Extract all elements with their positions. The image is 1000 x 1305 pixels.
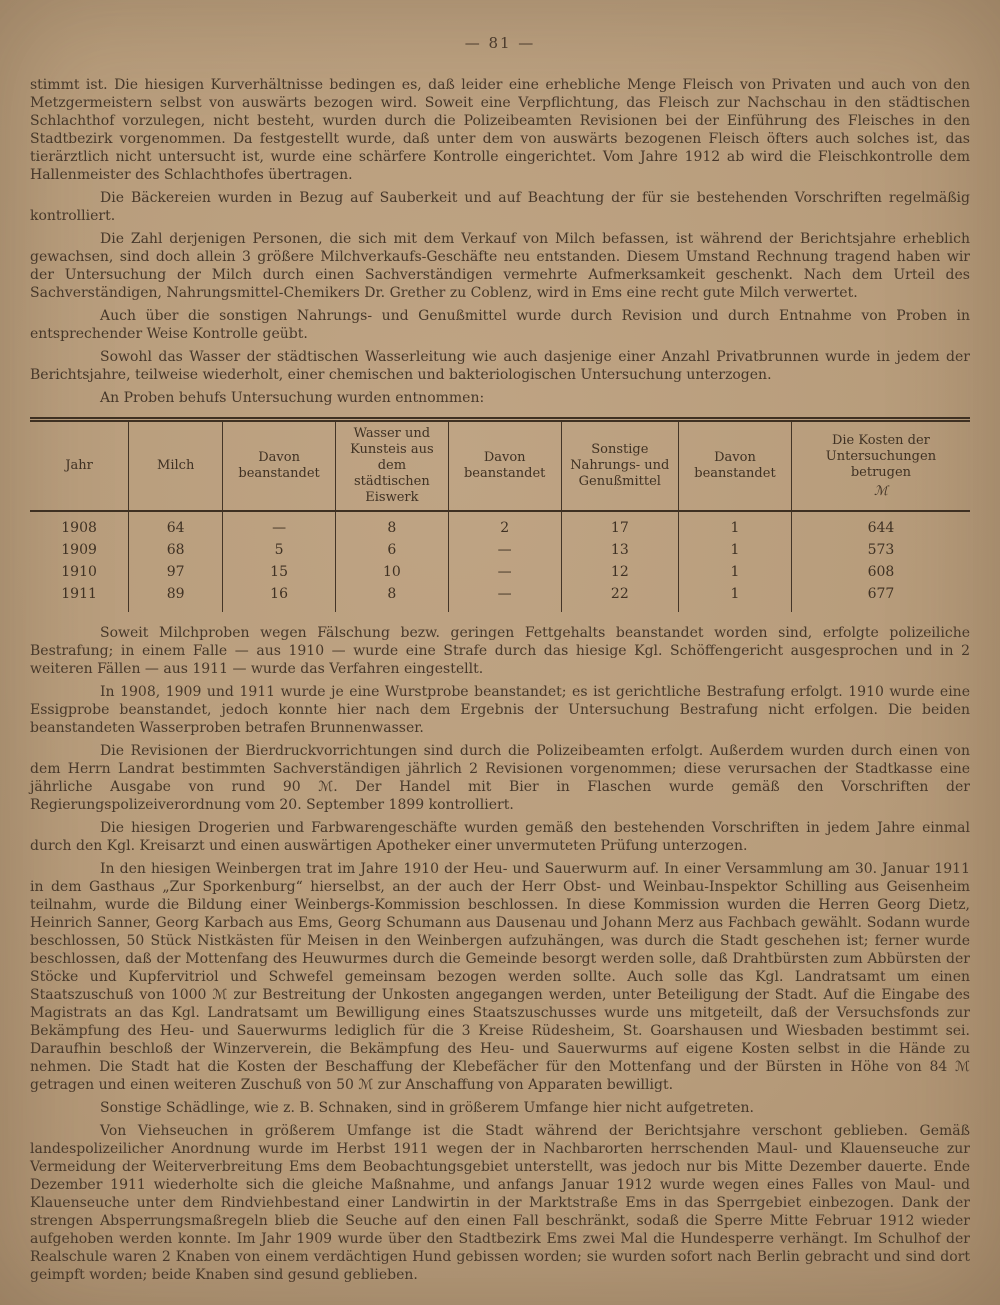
table-cell: 22 — [561, 583, 679, 612]
table-cell: 89 — [129, 583, 223, 612]
table-cell: 68 — [129, 539, 223, 561]
mark-currency-symbol: ℳ — [873, 483, 888, 499]
body-paragraph: Die Bäckereien wurden in Bezug auf Sauberkeit und auf Beachtung der für sie bestehenden Vorschriften regelmäßig kontrolliert. — [30, 190, 970, 224]
table-cell: 1911 — [61, 586, 97, 602]
table-cell: 13 — [561, 539, 679, 561]
column-header-kosten-label: Die Kosten der Untersuchungen betrugen — [825, 432, 937, 480]
table-cell: 12 — [561, 561, 679, 583]
column-header-davon-beanstandet-1: Davon beanstandet — [223, 420, 336, 512]
table-cell: 1910 — [61, 564, 97, 580]
body-paragraph: Sonstige Schädlinge, wie z. B. Schnaken, sind in größerem Umfange hier nicht aufgetreten. — [100, 1100, 754, 1116]
column-header-sonstige-nahrungsmittel: Sonstige Nahrungs- und Genußmittel — [561, 420, 679, 512]
table-cell: 5 — [223, 539, 336, 561]
table-cell: 1 — [679, 561, 792, 583]
table-cell: 15 — [223, 561, 336, 583]
table-cell: 10 — [335, 561, 448, 583]
table-cell: 573 — [791, 539, 970, 561]
table-cell: 64 — [129, 511, 223, 539]
table-cell: 6 — [335, 539, 448, 561]
table-cell: 8 — [335, 583, 448, 612]
column-header-kosten — [791, 420, 970, 512]
body-paragraph: In den hiesigen Weinbergen trat im Jahre 1910 der Heu- und Sauerwurm auf. In einer Versammlung am 30. Januar 1911 in dem Gasthaus „Zur Sporkenburg“ hierselbst, an der auch der Herr Obst- und Weinbau-Inspektor Schilling aus Geisenheim teilnahm, wurde die Bildung einer Weinbergs-Kommission beschlossen. In diese Kommission wurden die Herren Georg Dietz, Heinrich Sanner, Georg Karbach aus Ems, Georg Schumann aus Dausenau und Johann Merz aus Fachbach gewählt. Sodann wurde beschlossen, 50 Stück Nistkästen für Meisen in den Weinbergen aufzuhängen, was durch die Stadt geschehen ist; ferner wurde beschlossen, daß der Mottenfang des Heuwurmes durch die Gemeinde besorgt werden solle, daß Drahtbürsten zum Abbürsten der Stöcke und Kupfervitriol und Schwefel gemeinsam bezogen werden sollte. Auch solle das Kgl. Landratsamt um einen Staatszuschuß von 1000 ℳ zur Bestreitung der Unkosten angegangen werden, unter Beteiligung der Stadt. Auf die Eingabe des Magistrats an das Kgl. Landratsamt um Bewilligung eines Staatszuschusses wurde uns mitgeteilt, daß der Versuchsfonds zur Bekämpfung des Heu- und Sauerwurms lediglich für die 3 Kreise Rüdesheim, St. Goarshausen und Wiesbaden bestimmt sei. Daraufhin beschloß der Winzerverein, die Bekämpfung des Heu- und Sauerwurms auf eigene Kosten selbst in die Hände zu nehmen. Die Stadt hat die Kosten der Beschaffung der Klebefächer für den Mottenfang und der Bürsten in Höhe von 84 ℳ getragen und einen weiteren Zuschuß von 50 ℳ zur Anschaffung von Apparaten bewilligt. — [30, 861, 970, 1093]
table-cell: — — [448, 583, 561, 612]
table-cell: 2 — [448, 511, 561, 539]
body-paragraph: stimmt ist. Die hiesigen Kurverhältnisse bedingen es, daß leider eine erhebliche Menge Fleisch von Privaten und auch von den Metzgermeistern selbst von auswärts bezogen wird. Soweit eine Verpflichtung, das Fleisch zur Nachschau in den städtischen Schlachthof vorzulegen, nicht besteht, wurden durch die Polizeibeamten Revisionen bei der Einführung des Fleisches in den Stadtbezirk vorgenommen. Da festgestellt wurde, daß unter dem von auswärts bezogenen Fleisch öfters auch solches ist, das tierärztlich nicht untersucht ist, wurde eine schärfere Kontrolle eingerichtet. Vom Jahre 1912 ab wird die Fleischkontrolle dem Hallenmeister des Schlachthofes übertragen. — [30, 77, 970, 183]
table-cell: 16 — [223, 583, 336, 612]
table-row — [30, 539, 970, 561]
page-content — [30, 76, 970, 1284]
table-cell: 1 — [679, 539, 792, 561]
body-paragraph: Die hiesigen Drogerien und Farbwarengeschäfte wurden gemäß den bestehenden Vorschriften in jedem Jahre einmal durch den Kgl. Kreisarzt und einen auswärtigen Apotheker einer unvermuteten Prüfung unterzogen. — [30, 820, 970, 854]
table-cell: — — [223, 511, 336, 539]
table-cell: 8 — [335, 511, 448, 539]
body-paragraph: Die Revisionen der Bierdruckvorrichtungen sind durch die Polizeibeamten erfolgt. Außerdem wurden durch einen von dem Herrn Landrat bestimmten Sachverständigen jährlich 2 Revisionen vorgenommen; diese verursachen der Stadtkasse eine jährliche Ausgabe von rund 90 ℳ. Der Handel mit Bier in Flaschen wurde gemäß den Vorschriften der Regierungspolizeiverordnung vom 20. September 1899 kontrolliert. — [30, 743, 970, 813]
samples-table — [30, 417, 970, 612]
column-header-jahr: Jahr — [30, 420, 129, 512]
body-paragraph: Auch über die sonstigen Nahrungs- und Genußmittel wurde durch Revision und durch Entnahme von Proben in entsprechender Weise Kontrolle geübt. — [30, 308, 970, 342]
table-cell: 1909 — [61, 542, 97, 558]
table-header-row — [30, 420, 970, 512]
table-cell: 608 — [791, 561, 970, 583]
table-row — [30, 583, 970, 612]
table-cell: 1 — [679, 583, 792, 612]
table-row — [30, 511, 970, 539]
table-cell: — — [448, 539, 561, 561]
table-intro-line: An Proben behufs Untersuchung wurden entnommen: — [100, 390, 485, 406]
table-cell: 677 — [791, 583, 970, 612]
body-paragraph: Die Zahl derjenigen Personen, die sich mit dem Verkauf von Milch befassen, ist während der Berichtsjahre erheblich gewachsen, sind doch allein 3 größere Milchverkaufs-Geschäfte neu entstanden. Diesem Umstand Rechnung tragend haben wir der Untersuchung der Milch durch einen Sachverständigen vermehrte Aufmerksamkeit geschenkt. Nach dem Urteil des Sachverständigen, Nahrungsmittel-Chemikers Dr. Grether zu Coblenz, wird in Ems eine recht gute Milch verwertet. — [30, 231, 970, 301]
table-cell: — — [448, 561, 561, 583]
column-header-milch: Milch — [129, 420, 223, 512]
column-header-davon-beanstandet-3: Davon beanstandet — [679, 420, 792, 512]
column-header-davon-beanstandet-2: Davon beanstandet — [448, 420, 561, 512]
body-paragraph: In 1908, 1909 und 1911 wurde je eine Wurstprobe beanstandet; es ist gerichtliche Bestrafung erfolgt. 1910 wurde eine Essigprobe beanstandet, jedoch konnte hier nach dem Ergebnis der Untersuchung Bestrafung nicht erfolgen. Die beiden beanstandeten Wasserproben betrafen Brunnenwasser. — [30, 684, 970, 736]
table-cell: 644 — [791, 511, 970, 539]
body-paragraph: Sowohl das Wasser der städtischen Wasserleitung wie auch dasjenige einer Anzahl Privatbrunnen wurde in jedem der Berichtsjahre, teilweise wiederholt, einer chemischen und bakteriologischen Untersuchung unterzogen. — [30, 349, 970, 383]
column-header-wasser-kunsteis: Wasser und Kunsteis aus dem städtischen Eiswerk — [335, 420, 448, 512]
body-paragraph: Soweit Milchproben wegen Fälschung bezw. geringen Fettgehalts beanstandet worden sind, erfolgte polizeiliche Bestrafung; in einem Falle — aus 1910 — wurde eine Strafe durch das hiesige Kgl. Schöffengericht ausgesprochen und in 2 weiteren Fällen — aus 1911 — wurde das Verfahren eingestellt. — [30, 625, 970, 677]
table-cell: 17 — [561, 511, 679, 539]
table-cell: 1908 — [61, 520, 97, 536]
table-cell: 97 — [129, 561, 223, 583]
table-row — [30, 561, 970, 583]
table-cell: 1 — [679, 511, 792, 539]
body-paragraph: Von Viehseuchen in größerem Umfange ist die Stadt während der Berichtsjahre verschont geblieben. Gemäß landespolizeilicher Anordnung wurde im Herbst 1911 wegen der in Nachbarorten herrschenden Maul- und Klauenseuche zur Vermeidung der Weiterverbreitung Ems dem Beobachtungsgebiet unterstellt, was jedoch nur bis Mitte Dezember dauerte. Ende Dezember 1911 wiederholte sich die gleiche Maßnahme, und anfangs Januar 1912 wurde wegen eines Falles von Maul- und Klauenseuche unter dem Rindviehbestand einer Landwirtin in der Marktstraße Ems in das Sperrgebiet einbezogen. Dank der strengen Absperrungsmaßregeln blieb die Seuche auf den einen Fall beschränkt, sodaß die Sperre Mitte Februar 1912 wieder aufgehoben werden konnte. Im Jahr 1909 wurde über den Stadtbezirk Ems zwei Mal die Hundesperre verhängt. Im Schulhof der Realschule waren 2 Knaben von einem verdächtigen Hund gebissen worden; sie wurden sofort nach Berlin gebracht und sind dort geimpft worden; beide Knaben sind gesund geblieben. — [30, 1123, 970, 1283]
page-number: — 81 — — [464, 34, 536, 52]
